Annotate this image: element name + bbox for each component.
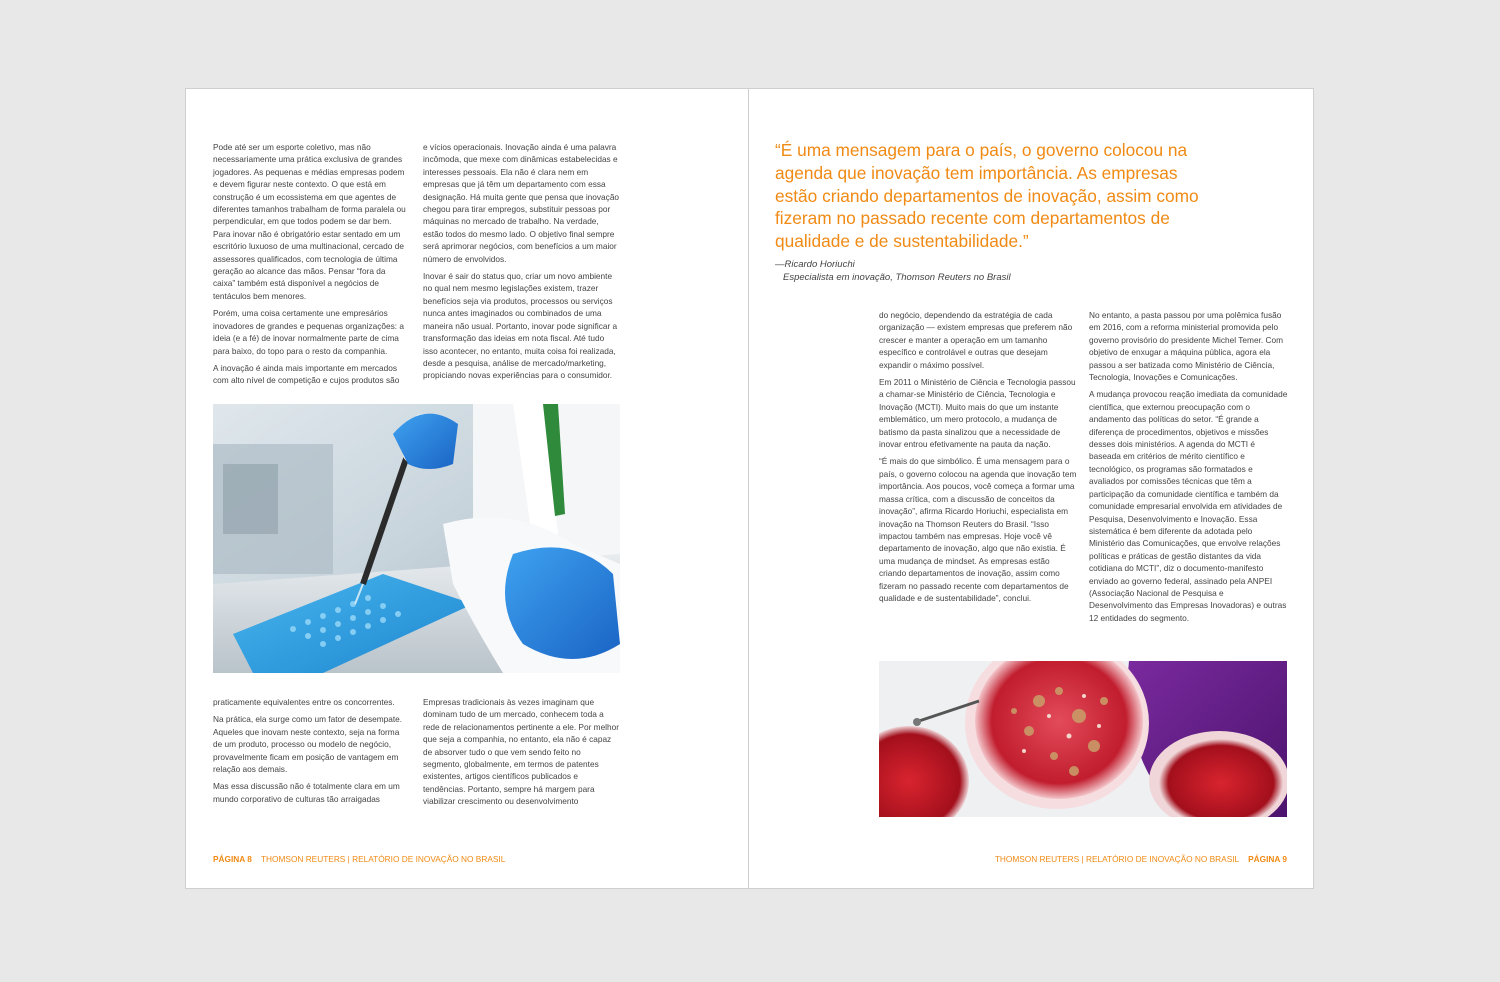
lab-pipette-photo bbox=[213, 404, 620, 673]
paragraph: Em 2011 o Ministério de Ciência e Tecnologia passou a chamar-se Ministério de Ciência, Tecnologia e Inovação (MCTI). Muito mais do que um instante emblemático, um mero protocolo, a mudança de batismo da pasta sinalizou que a necessidade de inovar entrou efetivamente na pauta da nação. bbox=[879, 377, 1076, 450]
page-footer-right bbox=[995, 854, 1287, 864]
quote-attribution bbox=[775, 258, 1075, 284]
paragraph: Empresas tradicionais às vezes imaginam que dominam tudo de um mercado, conhecem toda a rede de relacionamentos pertinente a ele. Por melhor que seja a companhia, no entanto, ela não é capaz de absorver tudo o que vem sendo feito no segmento, globalmente, em termos de patentes existentes, artigos científicos publicados e tendências. Portanto, sempre há margem para viabilizar crescimento ou desenvolvimento bbox=[423, 697, 620, 807]
paragraph: A mudança provocou reação imediata da comunidade científica, que externou preocupação com o andamento das políticas do setor. “É grande a diferença de procedimentos, objetivos e missões desses dois ministérios. A agenda do MCTI é baseada em critérios de mérito científico e tecnológico, os programas são formatados e avaliados por comissões técnicas que têm a participação da comunidade científica e também da comunidade empresarial envolvida em atividades de Pesquisa, Desenvolvimento e Inovação. Essa sistemática é bem diferente da adotada pelo Ministério das Comunicações, que envolve relações políticas e práticas de gestão distantes da vida cotidiana do MCTI”, diz o documento-manifesto enviado ao governo federal, assinado pela ANPEI (Associação Nacional de Pesquisa e Desenvolvimento das Empresas Inovadoras) e outras 12 entidades do segmento. bbox=[1089, 389, 1288, 623]
lab-pipette-image bbox=[213, 404, 620, 673]
paragraph: praticamente equivalentes entre os concorrentes. bbox=[213, 697, 395, 707]
page-8 bbox=[186, 89, 748, 888]
paragraph: Pode até ser um esporte coletivo, mas não necessariamente uma prática exclusiva de grandes jogadores. As pequenas e médias empresas podem e devem figurar neste contexto. O que está em construção é um ecossistema em que agentes de diferentes tamanhos trabalham de forma paralela ou perpendicular, em que todos podem se dar bem. Para inovar não é obrigatório estar sentado em um escritório luxuoso de uma multinacional, cercado de assessores qualificados, com tecnologia de última geração ao alcance das mãos. Pensar “fora da caixa” também está disponível a negócios de tentáculos bem menores. bbox=[213, 142, 406, 301]
footer-title: THOMSON REUTERS | RELATÓRIO DE INOVAÇÃO NO BRASIL bbox=[994, 854, 1239, 864]
paragraph: A inovação é ainda mais importante em mercados com alto nível de competição e cujos produtos são bbox=[213, 362, 400, 386]
paragraph: Na prática, ela surge como um fator de desempate. Aqueles que inovam neste contexto, seja na forma de um produto, processo ou modelo de negócio, provavelmente ficam em posição de vantagem em relação aos demais. bbox=[213, 714, 403, 775]
paragraph: Porém, uma coisa certamente une empresários inovadores de grandes e pequenas organizações: a ideia (e a fé) de inovar normalmente parte de cima para baixo, do topo para o resto da companhia. bbox=[213, 308, 404, 356]
page-number: PÁGINA 8 bbox=[213, 854, 252, 864]
page-number: PÁGINA 9 bbox=[1248, 854, 1287, 864]
paragraph: e vícios operacionais. Inovação ainda é uma palavra incômoda, que mexe com dinâmicas estabelecidas e interesses pessoais. Ela não é clara nem em empresas que já têm um departamento com essa designação. Há muita gente que pensa que inovação chegou para tirar empregos, substituir pessoas por máquinas no mercado de trabalho. Na verdade, estão todos do mesmo lado. O objetivo final sempre será aprimorar negócios, com benefícios a um maior número de envolvidos. bbox=[423, 142, 620, 264]
right-col2 bbox=[1089, 309, 1289, 629]
paragraph: do negócio, dependendo da estratégia de cada organização — existem empresas que preferem não crescer e manter a operação em um tamanho específico e controlável e outras que desejam expandir o máximo possível. bbox=[879, 310, 1073, 370]
magazine-spread bbox=[186, 89, 1313, 888]
left-col2-top bbox=[423, 141, 620, 387]
attribution-role: Especialista em inovação, Thomson Reuters no Brasil bbox=[783, 272, 1011, 283]
petri-dish-image bbox=[879, 661, 1287, 817]
footer-title: THOMSON REUTERS | RELATÓRIO DE INOVAÇÃO NO BRASIL bbox=[260, 854, 506, 864]
left-col2-bottom bbox=[423, 696, 620, 813]
page-9 bbox=[749, 89, 1313, 888]
attribution-name: —Ricardo Horiuchi bbox=[775, 259, 855, 270]
left-col1-bottom bbox=[213, 696, 410, 810]
right-col1 bbox=[879, 309, 1079, 609]
paragraph: Inovar é sair do status quo, criar um novo ambiente no qual nem mesmo legislações existem, trazer benefícios seja via produtos, processos ou serviços nunca antes imaginados ou combinados de uma maneira não usual. Portanto, inovar pode significar a transformação das ideias em nota fiscal. Até tudo isso acontecer, no entanto, muita coisa foi realizada, desde a pesquisa, análise de mercado/marketing, propiciando novas experiências para o consumidor. bbox=[423, 271, 618, 381]
left-col1-top bbox=[213, 141, 406, 392]
pull-quote: “É uma mensagem para o país, o governo colocou na agenda que inovação tem importância. As empresas estão criando departamentos de inovação, assim como fizeram no passado recente com departamentos de qualidade e de sustentabilidade.” bbox=[775, 140, 1199, 252]
petri-dish-photo bbox=[879, 661, 1287, 817]
paragraph: Mas essa discussão não é totalmente clara em um mundo corporativo de culturas tão arraigadas bbox=[213, 781, 400, 804]
paragraph: No entanto, a pasta passou por uma polêmica fusão em 2016, com a reforma ministerial promovida pelo governo provisório do presidente Michel Temer. Com objetivo de enxugar a máquina pública, agora ela passou a ser batizada como Ministério de Ciência, Tecnologia, Inovações e Comunicações. bbox=[1089, 310, 1283, 383]
page-footer-left bbox=[213, 854, 505, 864]
paragraph: “É mais do que simbólico. É uma mensagem para o país, o governo colocou na agenda que inovação tem importância. Aos poucos, você começa a formar uma massa crítica, com a discussão de conceitos da inovação”, afirma Ricardo Horiuchi, especialista em inovação na Thomson Reuters do Brasil. “Isso impactou também nas empresas. Hoje você vê departamento de inovação, algo que não existia. É uma mudança de mindset. As empresas estão criando departamentos de inovação, assim como fizeram no passado recente com departamentos de qualidade e de sustentabilidade”, conclui. bbox=[879, 456, 1077, 603]
